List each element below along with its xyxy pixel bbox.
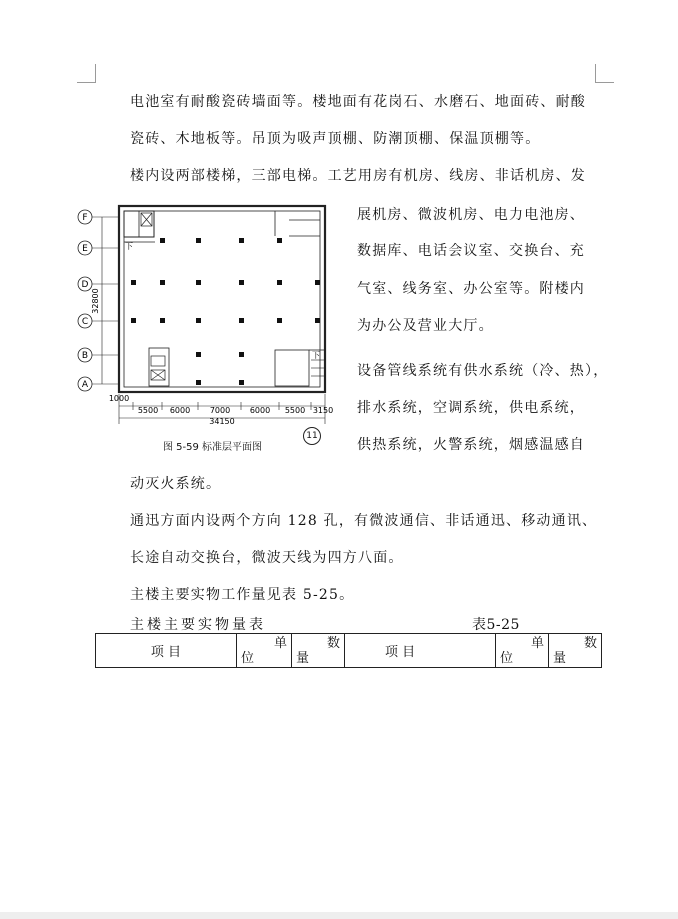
- axis-label-c: C: [81, 317, 89, 327]
- paragraph-line-1: 电池室有耐酸瓷砖墙面等。楼地面有花岗石、水磨石、地面砖、耐酸: [130, 94, 586, 110]
- table-number: 表5-25: [472, 617, 520, 633]
- margin-corner-top-right: [595, 64, 614, 83]
- floor-plan-drawing: [75, 198, 343, 436]
- paragraph-line-3: 楼内设两部楼梯，三部电梯。工艺用房有机房、线房、非话机房、发: [130, 168, 586, 184]
- stair-label-bottom: 下: [312, 351, 320, 360]
- paragraph-line-11: 动灭火系统。: [130, 476, 222, 492]
- header-quantity-right: 数 量: [549, 634, 602, 668]
- header-unit-right: 单 位: [496, 634, 549, 668]
- paragraph-line-10: 供热系统，火警系统，烟感温感自: [357, 437, 585, 453]
- paragraph-line-2: 瓷砖、木地板等。吊顶为吸声顶棚、防潮顶棚、保温顶棚等。: [130, 131, 541, 147]
- dimension-6000-left: 6000: [169, 406, 191, 415]
- header-item-left: 项 目: [96, 634, 237, 668]
- paragraph-line-12: 通迅方面内设两个方向 128 孔，有微波通信、非话通迅、移动通讯、: [130, 513, 598, 529]
- dimension-3150: 3150: [312, 406, 334, 415]
- column-axis-bubble-11: 11: [303, 427, 321, 445]
- paragraph-line-14: 主楼主要实物工作量见表 5-25。: [130, 587, 355, 603]
- header-item-right: 项 目: [345, 634, 496, 668]
- dimension-7000: 7000: [209, 406, 231, 415]
- dimension-5500-right: 5500: [284, 406, 306, 415]
- figure-caption: 图 5-59 标准层平面图: [163, 442, 263, 453]
- paragraph-line-9: 排水系统，空调系统，供电系统，: [357, 400, 585, 416]
- dimension-1000: 1000: [108, 394, 130, 403]
- vertical-dimension: 32800: [91, 288, 100, 314]
- paragraph-line-7: 为办公及营业大厅。: [357, 318, 494, 334]
- dimension-total: 34150: [209, 417, 235, 426]
- table-title: 主楼主要实物量表: [130, 617, 266, 633]
- axis-label-e: E: [82, 244, 88, 254]
- axis-label-b: B: [81, 351, 89, 361]
- paragraph-line-6: 气室、线务室、办公室等。附楼内: [357, 281, 585, 297]
- dimension-6000-right: 6000: [249, 406, 271, 415]
- table-header-row: [96, 634, 602, 668]
- header-unit-left: 单 位: [237, 634, 292, 668]
- outer-wall: [119, 206, 325, 392]
- header-quantity-left: 数 量: [292, 634, 345, 668]
- axis-label-d: D: [81, 280, 89, 290]
- paragraph-line-4: 展机房、微波机房、电力电池房、: [357, 207, 585, 223]
- dimension-5500-left: 5500: [137, 406, 159, 415]
- stair-label-top: 下: [125, 242, 133, 251]
- page-bottom-edge: [0, 912, 678, 919]
- margin-corner-top-left: [77, 64, 96, 83]
- quantity-table: [95, 633, 602, 668]
- axis-label-f: F: [82, 213, 88, 223]
- column-grid: [131, 238, 320, 385]
- stair-bottom-right: [275, 350, 309, 386]
- paragraph-line-5: 数据库、电话会议室、交换台、充: [357, 243, 585, 259]
- floor-plan-figure: [75, 198, 343, 456]
- paragraph-line-8: 设备管线系统有供水系统（冷、热），: [357, 363, 609, 379]
- axis-label-a: A: [81, 380, 89, 390]
- paragraph-line-13: 长途自动交换台，微波天线为四方八面。: [130, 550, 404, 566]
